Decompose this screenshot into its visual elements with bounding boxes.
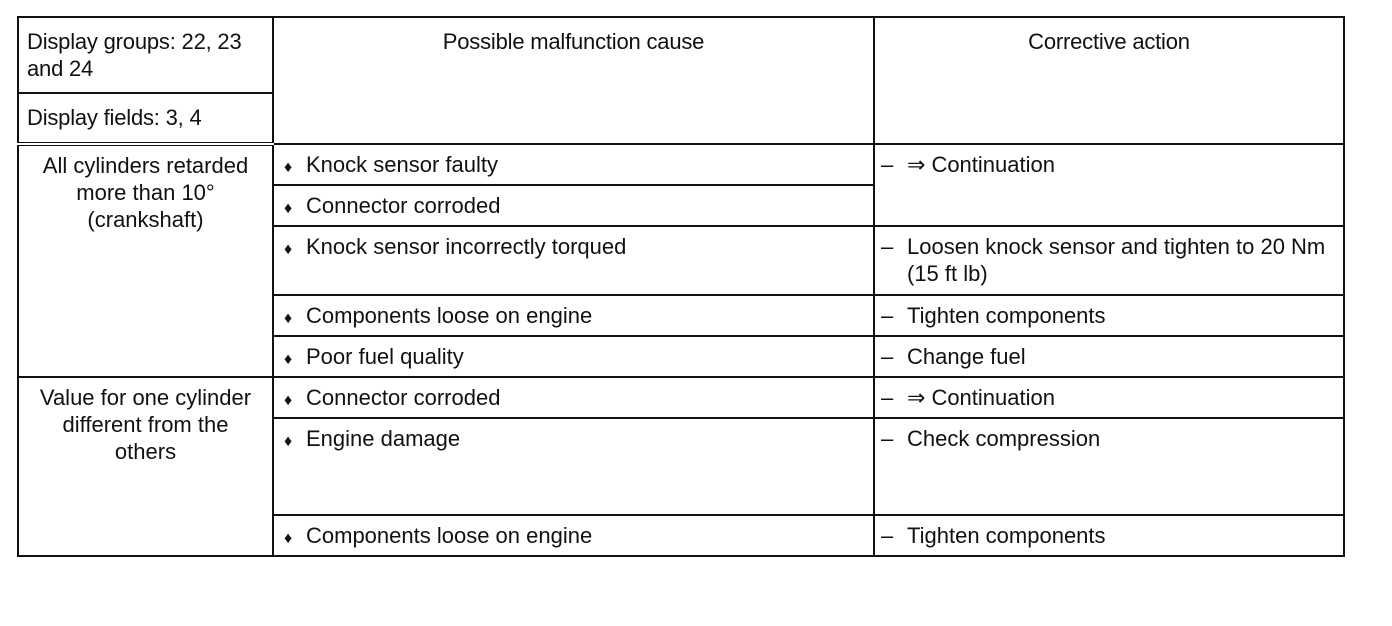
diagnosis-table [17,16,1345,557]
arrow-right-icon: ⇒ [907,152,926,177]
dash-icon: – [881,152,894,177]
dash-icon: – [881,385,894,410]
display-fields-header: Display fields: 3, 4 [18,93,273,144]
action-text: Tighten components [907,523,1106,548]
bullet-icon: ♦ [284,200,293,217]
dash-icon: – [881,523,894,548]
arrow-right-icon: ⇒ [907,385,926,410]
condition-cell: Value for one cylinder different from the others [18,377,273,556]
action-text: Check compression [907,426,1101,451]
cause-text: Engine damage [306,426,461,451]
cause-cell [273,418,874,515]
action-text: Change fuel [907,344,1026,369]
bullet-icon: ♦ [284,310,293,327]
action-cell [874,336,1344,377]
cause-text: Poor fuel quality [306,344,464,369]
action-cell [874,377,1344,418]
cause-cell [273,185,874,226]
cause-cell [273,336,874,377]
dash-icon: – [881,426,894,451]
cause-text: Components loose on engine [306,303,593,328]
action-text: Tighten components [907,303,1106,328]
bullet-icon: ♦ [284,392,293,409]
cause-text: Knock sensor incorrectly torqued [306,234,627,259]
cause-cell [273,295,874,336]
bullet-icon: ♦ [284,433,293,450]
cause-text: Components loose on engine [306,523,593,548]
bullet-icon: ♦ [284,530,293,547]
action-text: Loosen knock sensor and tighten to 20 Nm (15 ft lb) [907,234,1326,286]
cause-cell [273,515,874,556]
cause-text: Connector corroded [306,193,501,218]
action-cell [874,418,1344,515]
bullet-icon: ♦ [284,159,293,176]
action-cell [874,515,1344,556]
cause-cell [273,144,874,185]
cause-text: Connector corroded [306,385,501,410]
action-cell [874,144,1344,226]
dash-icon: – [881,234,894,259]
bullet-icon: ♦ [284,241,293,258]
action-text: Continuation [931,385,1055,410]
action-column-header: Corrective action [874,17,1344,144]
dash-icon: – [881,303,894,328]
cause-cell [273,226,874,295]
action-cell [874,226,1344,295]
display-groups-header: Display groups: 22, 23 and 24 [18,17,273,93]
action-cell [874,295,1344,336]
condition-cell: All cylinders retarded more than 10° (crankshaft) [18,144,273,377]
cause-column-header: Possible malfunction cause [273,17,874,144]
dash-icon: – [881,344,894,369]
bullet-icon: ♦ [284,351,293,368]
action-text: Continuation [931,152,1055,177]
cause-cell [273,377,874,418]
cause-text: Knock sensor faulty [306,152,498,177]
